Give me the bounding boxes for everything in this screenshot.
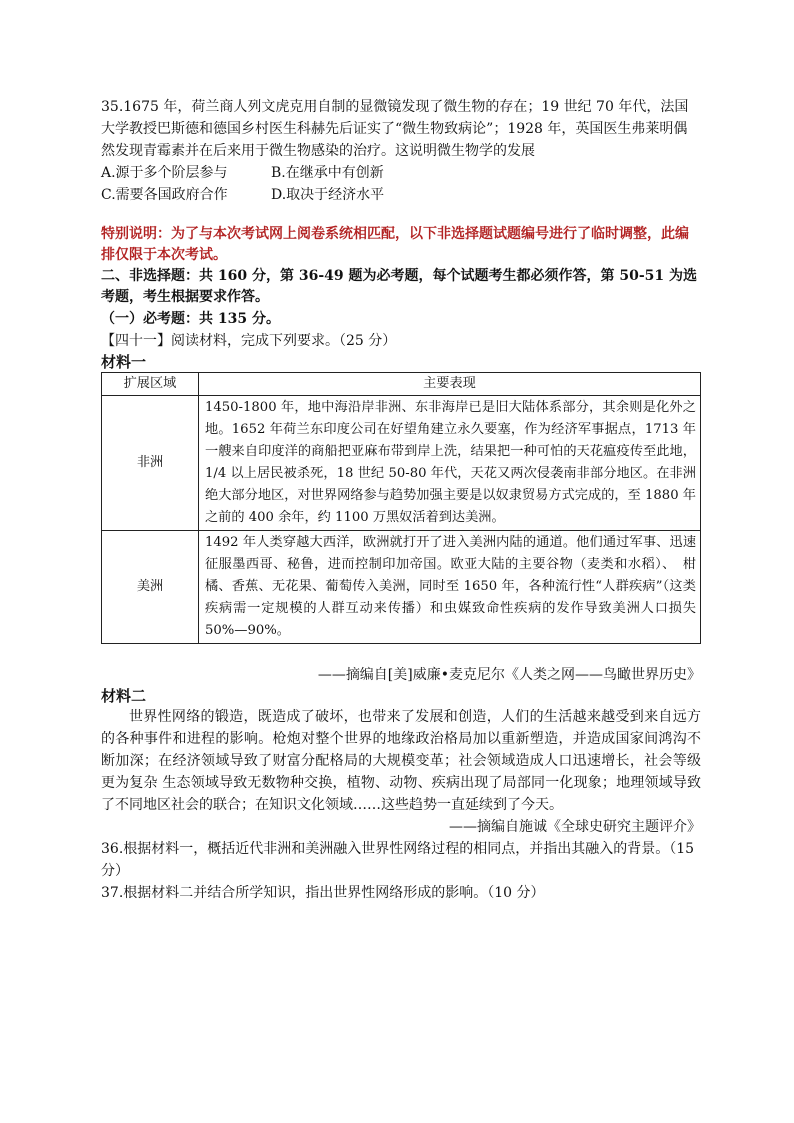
material2-source: ——摘编自施诚《全球史研究主题评介》 (449, 819, 701, 835)
table-header-row (102, 373, 701, 396)
header-region: 扩展区域 (102, 373, 199, 396)
material2-title: 材料二 (101, 687, 147, 705)
question-35-options (101, 162, 701, 206)
material1-table (101, 372, 701, 644)
option-c: C.需要各国政府合作 (101, 187, 228, 203)
option-a: A.源于多个阶层参与 (101, 165, 228, 181)
americas-description: 1492 年人类穿越大西洋，欧洲就打开了进入美洲内陆的通道。他们通过军事、迅速征服墨西哥、秘鲁，进而控制印加帝国。欧亚大陆的主要谷物（麦类和水稻）、 柑橘、香蕉、无花果、葡萄传入美洲，同时至 1650 年，各种流行性“人群疾病”（这类疾病需一定规模的人群互动来传播）和虫媒致命性疾病的发作导致美洲人口损失 50%—90%。 (199, 531, 701, 644)
option-d: D.取决于经济水平 (271, 187, 385, 203)
special-note: 特别说明：为了与本次考试网上阅卷系统相匹配，以下非选择题试题编号进行了临时调整，此编 排仅限于本次考试。 (101, 226, 708, 263)
africa-description: 1450-1800 年，地中海沿岸非洲、东非海岸已是旧大陆体系部分，其余则是化外之地。1652 年荷兰东印度公司在好望角建立永久要塞，作为经济军事据点，1713 年一艘来自印度洋的商船把亚麻布带到岸上洗，结果把一种可怕的天花瘟疫传至此地，1/4 以上居民被杀死，18 世纪 50-80 年代，天花又两次侵袭南非部分地区。在非洲绝大部分地区，对世界网络参与趋势加强主要是以奴隶贸易方式完成的，至 1880 年之前的 400 余年，约 1100 万黑奴活着到达美洲。 (199, 396, 701, 531)
material1-source: ——摘编自[美]威廉•麦克尼尔《人类之网——鸟瞰世界历史》 (317, 667, 701, 683)
section-heading: 二、非选择题：共 160 分，第 36-49 题为必考题，每个试题考生都必须作答，第 50-51 为选考题，考生根据要求作答。 (101, 268, 698, 305)
exam-page (101, 96, 708, 904)
questions (101, 838, 701, 904)
question-35-stem: 35.1675 年，荷兰商人列文虎克用自制的显微镜发现了微生物的存在；19 世纪 70 年代，法国大学教授巴斯德和德国乡村医生科赫先后证实了“微生物致病论”；1928 年，英国医生弗莱明偶然发现青霉素并在后来用于微生物感染的治疗。这说明微生物学的发展 (101, 99, 689, 159)
task-instruction: 【四十一】阅读材料，完成下列要求。（25 分） (101, 333, 397, 349)
material2-text: 世界性网络的锻造，既造成了破坏，也带来了发展和创造，人们的生活越来越受到来自远方的各种事件和进程的影响。枪炮对整个世界的地缘政治格局加以重新塑造，并造成国家间鸿沟不断加深；在经济领域导致了财富分配格局的大规模变革；社会领域造成人口迅速增长，社会等级更为复杂 生态领域导致无数物种交换，植物、动物、疾病出现了局部同一化现象；地理领域导致了不同地区社会的联合；在知识文化领域……这些趋势一直延续到了今天。 (101, 709, 701, 813)
region-americas: 美洲 (102, 531, 199, 644)
region-africa: 非洲 (102, 396, 199, 531)
material1-title: 材料一 (101, 353, 147, 371)
header-performance: 主要表现 (199, 373, 701, 396)
question-35 (101, 96, 701, 206)
subsection-heading: （一）必考题：共 135 分。 (101, 311, 280, 327)
table-row (102, 531, 701, 644)
option-b: B.在继承中有创新 (271, 165, 384, 181)
question-37: 37.根据材料二并结合所学知识，指出世界性网络形成的影响。（10 分） (101, 885, 545, 901)
question-36: 36.根据材料一，概括近代非洲和美洲融入世界性网络过程的相同点，并指出其融入的背景。（15 分） (101, 841, 695, 879)
table-row (102, 396, 701, 531)
